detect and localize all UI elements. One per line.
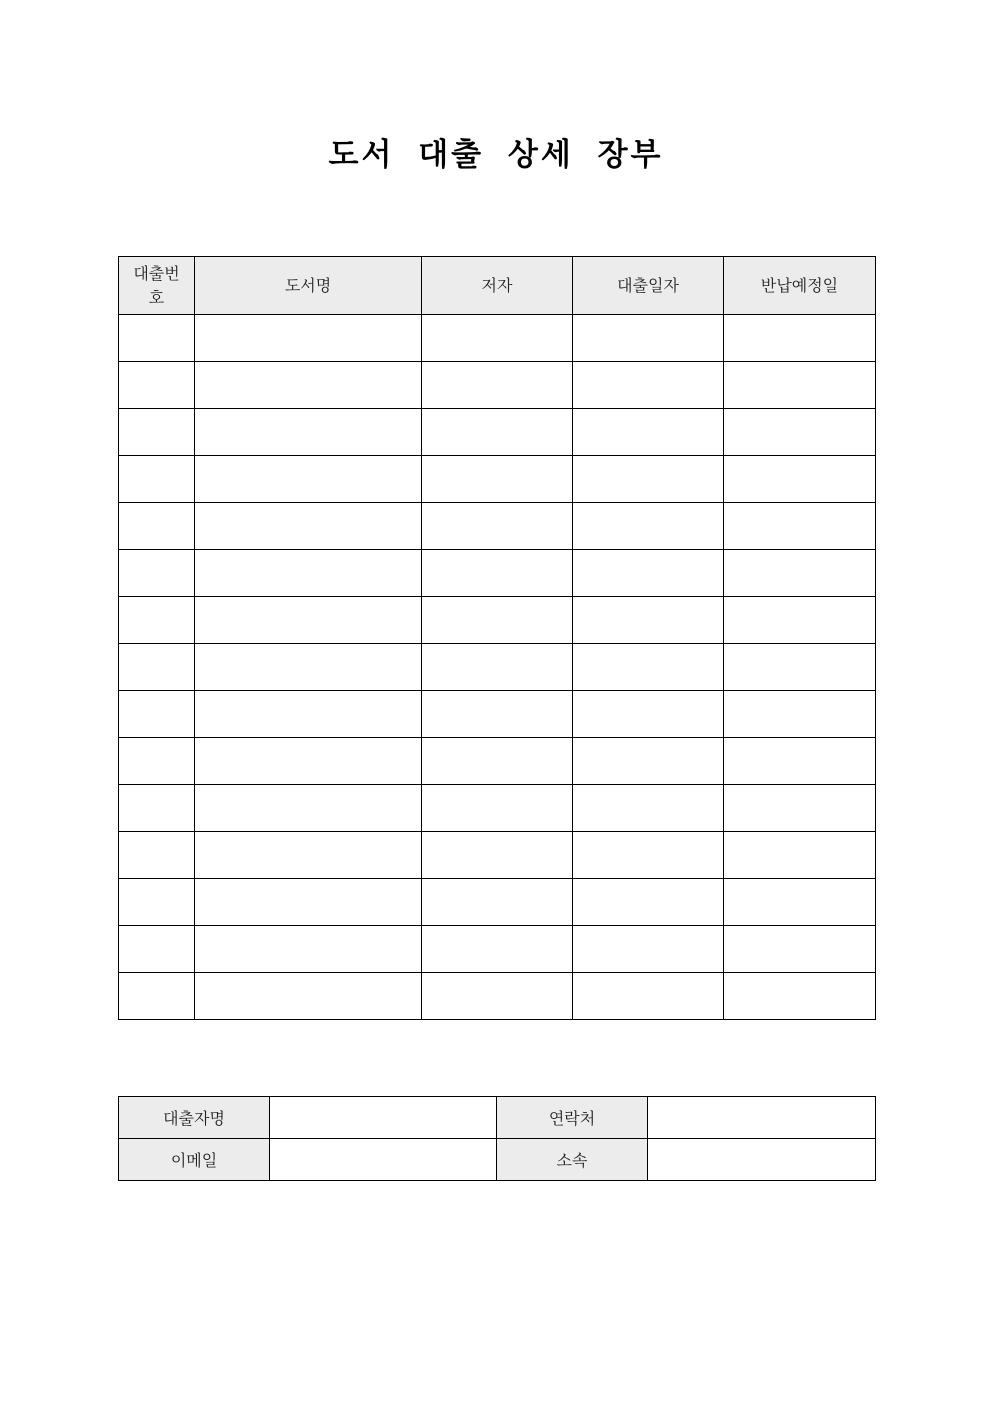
loan-number-cell[interactable] bbox=[119, 315, 195, 362]
loan-number-cell[interactable] bbox=[119, 597, 195, 644]
author-cell[interactable] bbox=[422, 503, 573, 550]
book-title-cell[interactable] bbox=[195, 456, 422, 503]
due-date-cell[interactable] bbox=[724, 644, 876, 691]
author-cell[interactable] bbox=[422, 926, 573, 973]
loan-date-cell[interactable] bbox=[573, 362, 724, 409]
author-cell[interactable] bbox=[422, 973, 573, 1020]
loan-number-cell[interactable] bbox=[119, 691, 195, 738]
author-cell[interactable] bbox=[422, 691, 573, 738]
book-title-cell[interactable] bbox=[195, 691, 422, 738]
table-row bbox=[119, 362, 876, 409]
author-cell[interactable] bbox=[422, 362, 573, 409]
table-row bbox=[119, 973, 876, 1020]
table-row bbox=[119, 691, 876, 738]
book-title-cell[interactable] bbox=[195, 879, 422, 926]
table-row bbox=[119, 738, 876, 785]
loan-date-cell[interactable] bbox=[573, 785, 724, 832]
loan-number-cell[interactable] bbox=[119, 973, 195, 1020]
borrower-info-table bbox=[118, 1096, 876, 1181]
table-row bbox=[119, 409, 876, 456]
borrower-name-field[interactable] bbox=[270, 1097, 497, 1139]
author-cell[interactable] bbox=[422, 879, 573, 926]
borrower-row-1 bbox=[119, 1097, 876, 1139]
author-cell[interactable] bbox=[422, 597, 573, 644]
email-label: 이메일 bbox=[119, 1139, 270, 1181]
due-date-cell[interactable] bbox=[724, 456, 876, 503]
due-date-cell[interactable] bbox=[724, 832, 876, 879]
loan-number-cell[interactable] bbox=[119, 362, 195, 409]
table-row bbox=[119, 832, 876, 879]
loan-date-cell[interactable] bbox=[573, 691, 724, 738]
borrower-name-label: 대출자명 bbox=[119, 1097, 270, 1139]
loan-date-cell[interactable] bbox=[573, 644, 724, 691]
book-title-cell[interactable] bbox=[195, 644, 422, 691]
book-title-cell[interactable] bbox=[195, 550, 422, 597]
loan-date-cell[interactable] bbox=[573, 409, 724, 456]
loan-ledger-table bbox=[118, 256, 876, 1020]
due-date-cell[interactable] bbox=[724, 879, 876, 926]
book-title-cell[interactable] bbox=[195, 503, 422, 550]
due-date-cell[interactable] bbox=[724, 785, 876, 832]
author-cell[interactable] bbox=[422, 738, 573, 785]
loan-number-cell[interactable] bbox=[119, 644, 195, 691]
table-row bbox=[119, 879, 876, 926]
table-row bbox=[119, 315, 876, 362]
loan-date-cell[interactable] bbox=[573, 597, 724, 644]
loan-number-cell[interactable] bbox=[119, 503, 195, 550]
loan-date-cell[interactable] bbox=[573, 832, 724, 879]
due-date-cell[interactable] bbox=[724, 597, 876, 644]
book-title-cell[interactable] bbox=[195, 597, 422, 644]
loan-number-cell[interactable] bbox=[119, 785, 195, 832]
email-field[interactable] bbox=[270, 1139, 497, 1181]
page-title: 도서 대출 상세 장부 bbox=[328, 137, 664, 173]
loan-date-cell[interactable] bbox=[573, 550, 724, 597]
loan-number-cell[interactable] bbox=[119, 832, 195, 879]
loan-date-cell[interactable] bbox=[573, 879, 724, 926]
table-row bbox=[119, 644, 876, 691]
loan-date-cell[interactable] bbox=[573, 973, 724, 1020]
book-title-cell[interactable] bbox=[195, 409, 422, 456]
loan-number-cell[interactable] bbox=[119, 738, 195, 785]
loan-number-cell[interactable] bbox=[119, 409, 195, 456]
loan-date-cell[interactable] bbox=[573, 315, 724, 362]
loan-number-cell[interactable] bbox=[119, 550, 195, 597]
borrower-row-2 bbox=[119, 1139, 876, 1181]
book-title-cell[interactable] bbox=[195, 362, 422, 409]
loan-number-cell[interactable] bbox=[119, 926, 195, 973]
loan-date-cell[interactable] bbox=[573, 738, 724, 785]
contact-field[interactable] bbox=[648, 1097, 876, 1139]
book-title-cell[interactable] bbox=[195, 315, 422, 362]
author-cell[interactable] bbox=[422, 456, 573, 503]
affiliation-field[interactable] bbox=[648, 1139, 876, 1181]
ledger-header bbox=[119, 257, 876, 315]
affiliation-label: 소속 bbox=[497, 1139, 648, 1181]
author-cell[interactable] bbox=[422, 832, 573, 879]
book-title-cell[interactable] bbox=[195, 926, 422, 973]
loan-date-cell[interactable] bbox=[573, 456, 724, 503]
header-due-date: 반납예정일 bbox=[724, 257, 876, 315]
due-date-cell[interactable] bbox=[724, 738, 876, 785]
due-date-cell[interactable] bbox=[724, 926, 876, 973]
book-title-cell[interactable] bbox=[195, 973, 422, 1020]
loan-number-cell[interactable] bbox=[119, 456, 195, 503]
book-title-cell[interactable] bbox=[195, 738, 422, 785]
ledger-header-row bbox=[119, 257, 876, 315]
loan-number-cell[interactable] bbox=[119, 879, 195, 926]
header-loan-number: 대출번 호 bbox=[119, 257, 195, 315]
table-row bbox=[119, 503, 876, 550]
due-date-cell[interactable] bbox=[724, 362, 876, 409]
book-title-cell[interactable] bbox=[195, 785, 422, 832]
author-cell[interactable] bbox=[422, 644, 573, 691]
due-date-cell[interactable] bbox=[724, 315, 876, 362]
ledger-body bbox=[119, 315, 876, 1020]
table-row bbox=[119, 926, 876, 973]
header-author: 저자 bbox=[422, 257, 573, 315]
loan-date-cell[interactable] bbox=[573, 926, 724, 973]
author-cell[interactable] bbox=[422, 550, 573, 597]
table-row bbox=[119, 597, 876, 644]
due-date-cell[interactable] bbox=[724, 409, 876, 456]
header-book-title: 도서명 bbox=[195, 257, 422, 315]
book-title-cell[interactable] bbox=[195, 832, 422, 879]
author-cell[interactable] bbox=[422, 315, 573, 362]
author-cell[interactable] bbox=[422, 409, 573, 456]
loan-date-cell[interactable] bbox=[573, 503, 724, 550]
contact-label: 연락처 bbox=[497, 1097, 648, 1139]
table-row bbox=[119, 785, 876, 832]
due-date-cell[interactable] bbox=[724, 550, 876, 597]
due-date-cell[interactable] bbox=[724, 691, 876, 738]
due-date-cell[interactable] bbox=[724, 973, 876, 1020]
header-loan-date: 대출일자 bbox=[573, 257, 724, 315]
table-row bbox=[119, 456, 876, 503]
due-date-cell[interactable] bbox=[724, 503, 876, 550]
table-row bbox=[119, 550, 876, 597]
author-cell[interactable] bbox=[422, 785, 573, 832]
